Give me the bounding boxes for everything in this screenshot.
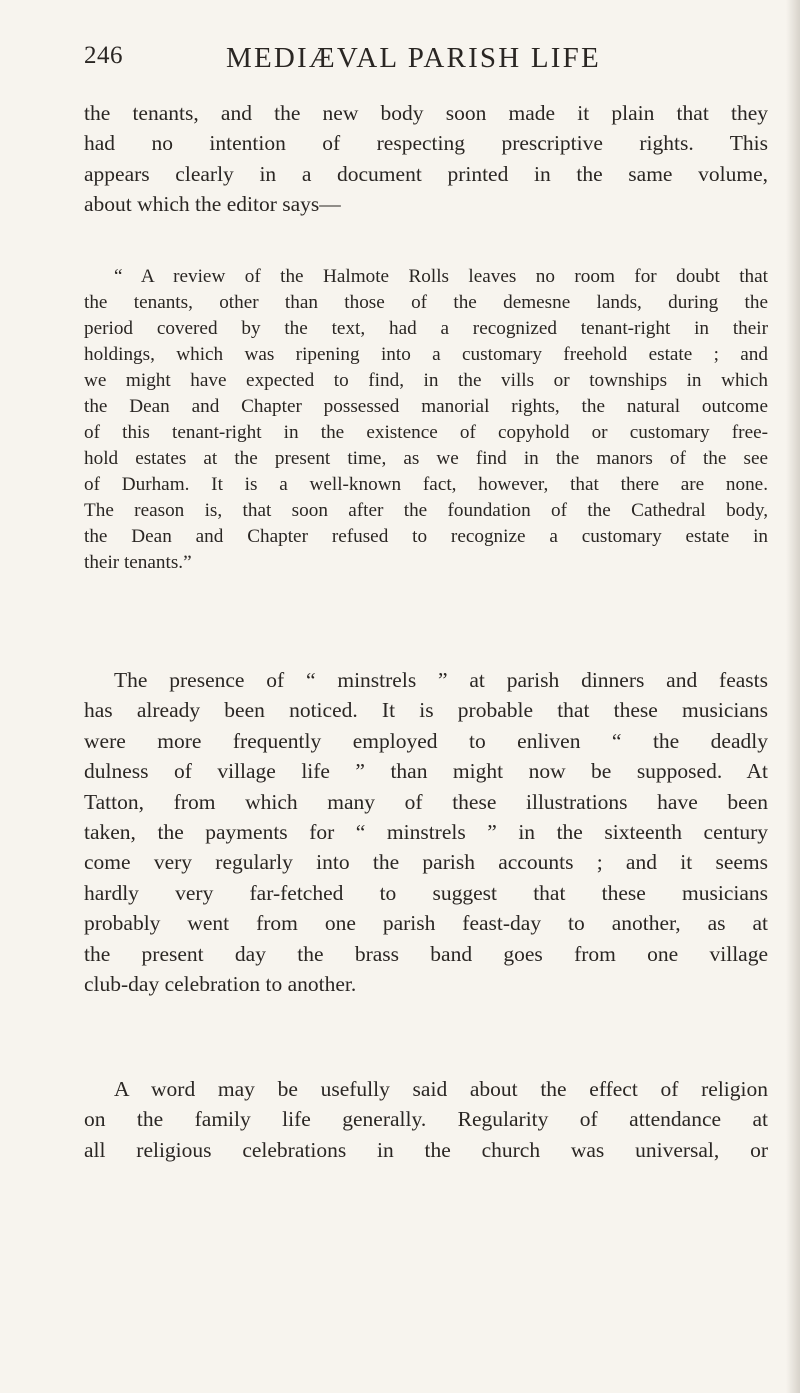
text-line: come very regularly into the parish accounts ; and it seems <box>84 850 768 875</box>
quote-line: we might have expected to find, in the vills or townships in which <box>84 370 768 391</box>
text-line: hardly very far-fetched to suggest that these musicians <box>84 880 768 905</box>
running-title: MEDIÆVAL PARISH LIFE <box>226 42 601 74</box>
quote-line: of this tenant-right in the existence of copyhold or customary free- <box>84 422 768 443</box>
quote-line: the Dean and Chapter possessed manorial rights, the natural outcome <box>84 396 768 417</box>
text-line: dulness of village life ” than might now be supposed. At <box>84 759 768 784</box>
text-line: A word may be usefully said about the effect of religion <box>114 1077 768 1101</box>
quote-line: the Dean and Chapter refused to recognize a customary estate in <box>84 526 768 547</box>
text-line: appears clearly in a document printed in the same volume, <box>84 161 768 186</box>
text-line: on the family life generally. Regularity of attendance at <box>84 1107 768 1132</box>
running-head <box>84 42 764 82</box>
text-line: the present day the brass band goes from one village <box>84 941 768 966</box>
quote-line: period covered by the text, had a recognized tenant-right in their <box>84 318 768 339</box>
text-line: about which the editor says— <box>84 192 341 217</box>
text-line: taken, the payments for “ minstrels ” in the sixteenth century <box>84 819 768 844</box>
text-line: had no intention of respecting prescriptive rights. This <box>84 131 768 156</box>
block-quotation <box>84 264 768 576</box>
text-line: club-day celebration to another. <box>84 971 357 996</box>
quote-line: hold estates at the present time, as we find in the manors of the see <box>84 448 768 469</box>
text-line: all religious celebrations in the church was universal, or <box>84 1137 768 1162</box>
quote-line: the tenants, other than those of the demesne lands, during the <box>84 292 768 313</box>
text-line: The presence of “ minstrels ” at parish dinners and feasts <box>114 668 768 692</box>
page-edge-shadow <box>786 0 800 1393</box>
paragraph-minstrels <box>84 665 768 999</box>
paragraph-religion <box>84 1074 768 1165</box>
quote-line: “ A review of the Halmote Rolls leaves no room for doubt that <box>114 266 768 287</box>
opening-paragraph <box>84 98 768 220</box>
quote-line: of Durham. It is a well-known fact, however, that there are none. <box>84 474 768 495</box>
text-line: has already been noticed. It is probable that these musicians <box>84 698 768 723</box>
page-number: 246 <box>84 42 123 69</box>
text-line: probably went from one parish feast-day to another, as at <box>84 911 768 936</box>
quote-line: their tenants.” <box>84 552 192 573</box>
quote-line: holdings, which was ripening into a customary freehold estate ; and <box>84 344 768 365</box>
text-line: were more frequently employed to enliven “ the deadly <box>84 728 768 753</box>
text-line: the tenants, and the new body soon made it plain that they <box>84 101 768 125</box>
quote-line: The reason is, that soon after the foundation of the Cathedral body, <box>84 500 768 521</box>
text-line: Tatton, from which many of these illustrations have been <box>84 789 768 814</box>
